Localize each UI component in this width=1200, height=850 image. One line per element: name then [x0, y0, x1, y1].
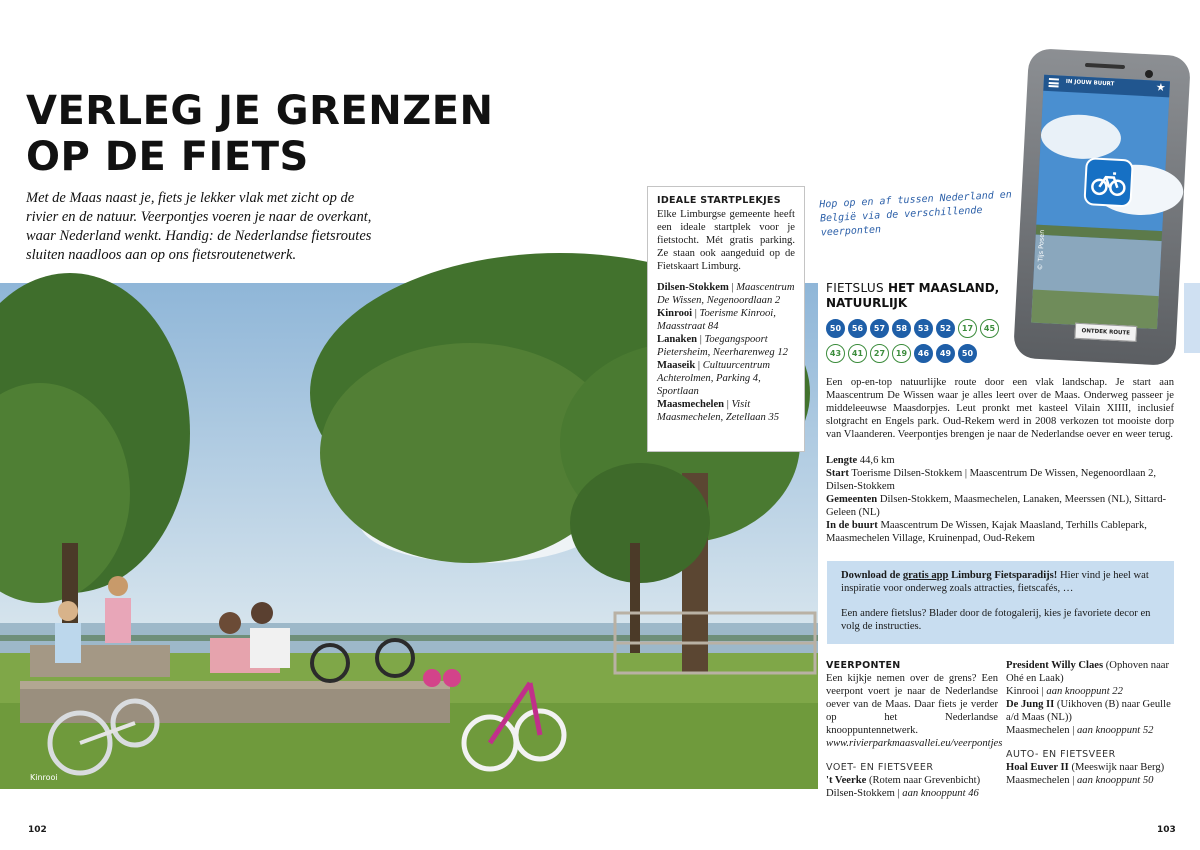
page-number-left: 102 [28, 825, 47, 835]
ferries-url[interactable]: www.rivierparkmaasvallei.eu/veerpontjes [826, 738, 1003, 749]
route-node-badge: 52 [936, 319, 955, 338]
discover-route-button[interactable]: ONTDEK ROUTE [1074, 323, 1137, 342]
route-node-badge: 46 [914, 344, 933, 363]
route-node-badge: 57 [870, 319, 889, 338]
start-location: Kinrooi | Toerisme Kinrooi, Maasstraat 84 [657, 308, 776, 333]
route-node-badge: 43 [826, 344, 845, 363]
route-node-badge: 50 [958, 344, 977, 363]
route-node-badge: 56 [848, 319, 867, 338]
ferries-heading: VEERPONTEN [826, 660, 901, 671]
route-description: Een op-en-top natuurlijke route door een vlak landschap. Je start aan Maascentrum De Wissen waar je alles leert over de Maas. Onderweg passeer je middeleeuwse Maasdorpjes. Leut pronkt met kasteel Vilain XIIII, inclusief slotgracht en Engels park. Oud-Rekem werd in 2008 verkozen tot mooiste dorp van Vlaanderen. Veerpontjes brengen je naar de Nederlandse oever en weer terug. [826, 377, 1174, 440]
route-node-badge: 19 [892, 344, 911, 363]
photo-credit: Kinrooi [30, 773, 58, 782]
handwritten-ferry-note: Hop op en af tussen Nederland en België via de verschillende veerponten [819, 189, 1013, 239]
phone-screen [1031, 75, 1170, 337]
car-bike-ferry: Hoal Euver II (Meeswijk naar Berg) Maasmechelen | aan knooppunt 50 [1006, 762, 1165, 786]
ferry-item: De Jung II (Uikhoven (B) naar Geulle a/d Maas (NL)) Maasmechelen | aan knooppunt 52 [1006, 699, 1171, 736]
intro-text: Met de Maas naast je, fiets je lekker vlak met zicht op de rivier en de natuur. Veerpontjes voeren je naar de overkant, waar Nederland wenkt. Handig: de Nederlandse fietsroutes sluiten naadloos aan op ons fietsroutenetwerk. [26, 190, 372, 263]
route-fact: In de buurt Maascentrum De Wissen, Kajak Maasland, Terhills Cablepark, Maasmechelen Village, Kruinenpad, Oud-Rekem [826, 520, 1147, 544]
route-node-badge: 49 [936, 344, 955, 363]
page-number-right: 103 [1157, 825, 1176, 835]
route-node-badge: 53 [914, 319, 933, 338]
ferries-text: Een kijkje nemen over de grens? Een veerpont voert je naar de Nederlandse oever van de Maas. Daar fiets je verder op het Nederlandse knooppuntennetwerk. [826, 673, 998, 736]
route-fact: Gemeenten Dilsen-Stokkem, Maasmechelen, Lanaken, Meerssen (NL), Sittard-Geleen (NL) [826, 494, 1167, 518]
route-title: FIETSLUS HET MAASLAND, NATUURLIJK [826, 281, 1000, 310]
ferries-column-left [826, 659, 1003, 800]
app-promo-text: Download de gratis app Limburg Fietsparadijs! Hier vind je heel wat inspiratie voor onderweg zoals attracties, fietscafés, … [841, 570, 1149, 594]
star-icon[interactable]: ★ [1155, 81, 1166, 95]
route-fact: Start Toerisme Dilsen-Stokkem | Maascentrum De Wissen, Negenoordlaan 2, Dilsen-Stokkem [826, 468, 1157, 492]
route-node-badge: 58 [892, 319, 911, 338]
route-node-badge: 50 [826, 319, 845, 338]
headline-line-1: VERLEG JE GRENZEN [26, 88, 494, 134]
start-locations-text: Elke Limburgse gemeente heeft een ideale startplek voor je fietstocht. Mét gratis parking. Ze staan ook aangeduid op de Fietskaart Limburg. [657, 208, 795, 272]
car-bike-ferry-heading: AUTO- EN FIETSVEER [1006, 749, 1116, 760]
route-nodes-row-2 [826, 344, 1016, 363]
foot-bike-ferry-heading: VOET- EN FIETSVEER [826, 762, 934, 773]
headline-line-2: OP DE FIETS [26, 134, 309, 180]
app-link[interactable]: gratis app [902, 570, 949, 581]
bicycle-icon-graphic [1085, 159, 1131, 205]
route-node-badge: 17 [958, 319, 977, 338]
start-location: Lanaken | Toegangspoort Pietersheim, Neerharenweg 12 [657, 334, 788, 358]
route-fact: Lengte 44,6 km [826, 455, 895, 466]
foot-bike-ferry: 't Veerke (Rotem naar Grevenbicht) Dilsen-Stokkem | aan knooppunt 46 [826, 775, 981, 799]
bicycle-icon[interactable] [1083, 157, 1133, 207]
start-location: Maasmechelen | Visit Maasmechelen, Zetellaan 35 [657, 398, 780, 423]
start-locations-box [647, 186, 805, 452]
right-page-tab [1184, 283, 1200, 353]
ferries-column-right [1006, 659, 1178, 787]
app-promo-box [827, 561, 1174, 644]
ferry-item: President Willy Claes (Ophoven naar Ohé en Laak) Kinrooi | aan knooppunt 22 [1006, 660, 1170, 697]
route-nodes-row-1 [826, 319, 1016, 338]
route-node-badge: 27 [870, 344, 889, 363]
phone-mockup [1021, 52, 1183, 362]
start-locations-heading: IDEALE STARTPLEKJES [657, 195, 781, 206]
page-headline [26, 88, 494, 180]
phone-camera [1145, 70, 1153, 78]
phone-topbar-label: IN JOUW BUURT [1065, 78, 1115, 88]
menu-icon[interactable] [1049, 78, 1059, 88]
route-node-badge: 41 [848, 344, 867, 363]
start-location: Dilsen-Stokkem | Maascentrum De Wissen, Negenoordlaan 2 [657, 282, 795, 307]
route-node-badge: 45 [980, 319, 999, 338]
start-location: Maaseik | Cultuurcentrum Achterolmen, Parking 4, Sportlaan [657, 359, 770, 397]
route-facts [826, 454, 1174, 545]
phone-photo-credit: © Tijs Posen [1036, 229, 1047, 271]
app-gallery-text: Een andere fietslus? Blader door de fotogalerij, kies je favoriete decor en volg de instructies. [841, 608, 1151, 632]
